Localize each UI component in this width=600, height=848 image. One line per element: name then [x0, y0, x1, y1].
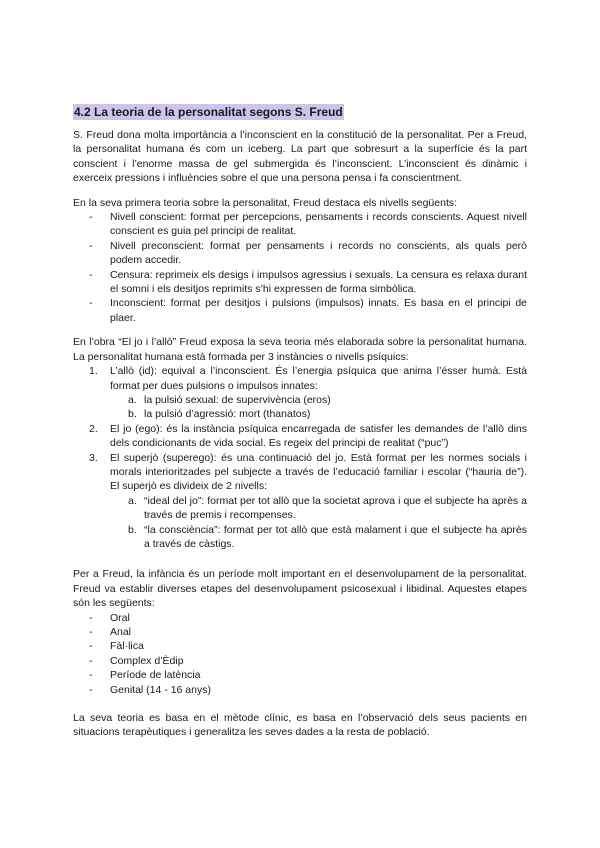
list-item: - Període de latència	[73, 668, 527, 682]
list-item-text: El superjò (superego): és una continuació del jo. Està format per les normes socials i morals interioritzades pel subjecte a través de l’educació familiar i escolar (“hauria de”). El superjò es divideix de 2 nivells:	[110, 451, 527, 493]
list-item	[73, 422, 527, 451]
sub-list-marker: a.	[128, 393, 137, 406]
intro-paragraph: S. Freud dona molta importància a l’inconscient en la constitució de la personalitat. Per a Freud, la personalitat humana és com un iceberg. La part que sobresurt a la superfície és la part conscient i l’enorme massa de gel submergida és l’inconscient. L’inconscient és dinàmic i exerceix pressions i influències sobre el que una persona pensa i fa conscientment.	[73, 129, 527, 185]
list-item: - Nivell preconscient: format per pensaments i records no conscients, als quals però podem accedir.	[73, 239, 527, 268]
first-theory-intro: En la seva primera teoria sobre la personalitat, Freud destaca els nivells següents:	[73, 196, 458, 209]
second-theory-intro: En l’obra “El jo i l’allò” Freud exposa la seva teoria més elaborada sobre la personalitat humana. La personalitat humana està formada per 3 instàncies o nivells psíquics:	[73, 336, 527, 363]
list-marker: 2.	[89, 422, 98, 435]
sub-list-item	[110, 407, 527, 421]
list-item: - Anal	[73, 625, 527, 639]
sub-list-marker: b.	[128, 408, 137, 421]
list-marker: 1.	[89, 365, 98, 378]
list-item: - Fàl·lica	[73, 639, 527, 653]
sub-list-item	[110, 523, 527, 552]
list-item: - Censura: reprimeix els desigs i impulsos agressius i sexuals. La censura es relaxa durant el somni i els desitjos reprimits s’hi expressen de forma simbòlica.	[73, 268, 527, 297]
sub-list-text: la pulsió d’agressió: mort (thanatos)	[144, 408, 311, 421]
stages-intro: Per a Freud, la infància és un període molt important en el desenvolupament de la personalitat. Freud va establir diverses etapes del desenvolupament psicosexual i libidinal. Aquestes etapes són les següents:	[73, 568, 527, 610]
stages-list	[73, 611, 527, 697]
sub-list-marker: b.	[128, 523, 137, 536]
sub-list-text: la pulsió sexual: de supervivència (eros)	[144, 393, 331, 406]
list-item: - Complex d’Èdip	[73, 654, 527, 668]
list-item: - Oral	[73, 611, 527, 625]
list-marker: 3.	[89, 451, 98, 464]
list-item-text: L’allò (id): equival a l’inconscient. És l’energia psíquica que anima l’ésser humà. Està format per dues pulsions o impulsos innates:	[110, 365, 527, 392]
sub-list	[110, 494, 527, 552]
list-item: - Inconscient: format per desitjos i pulsions (impulsos) innats. Es basa en el principi de plaer.	[73, 296, 527, 325]
document-page	[73, 104, 527, 740]
sub-list-text: “ideal del jo”: format per tot allò que la societat aprova i que el subjecte ha après a través de premis i recompenses.	[144, 494, 527, 522]
list-item	[73, 451, 527, 552]
sub-list-item	[110, 494, 527, 523]
list-item-text: El jo (ego): és la instància psíquica encarregada de satisfer les demandes de l’allò dins dels condicionants de vida social. Es regeix del principi de realitat (“puc”)	[110, 422, 527, 450]
sub-list	[110, 393, 527, 422]
section-heading: 4.2 La teoria de la personalitat segons S. Freud	[74, 105, 343, 119]
list-item: - Nivell conscient: format per percepcions, pensaments i records conscients. Aquest nivell conscient es guia pel principi de realitat.	[73, 210, 527, 239]
sub-list-marker: a.	[128, 494, 137, 507]
instances-list	[73, 364, 527, 551]
first-theory-list	[73, 210, 527, 325]
sub-list-item	[110, 393, 527, 407]
conclusion-paragraph: La seva teoria es basa en el mètode clínic, es basa en l’observació dels seus pacients en situacions terapèutiques i generalitza les seves dades a la resta de població.	[73, 712, 527, 739]
list-item: - Genital (14 - 16 anys)	[73, 683, 527, 697]
sub-list-text: “la consciència”: format per tot allò que està malament i que el subjecte ha après a través de càstigs.	[144, 523, 527, 550]
list-item	[73, 364, 527, 422]
